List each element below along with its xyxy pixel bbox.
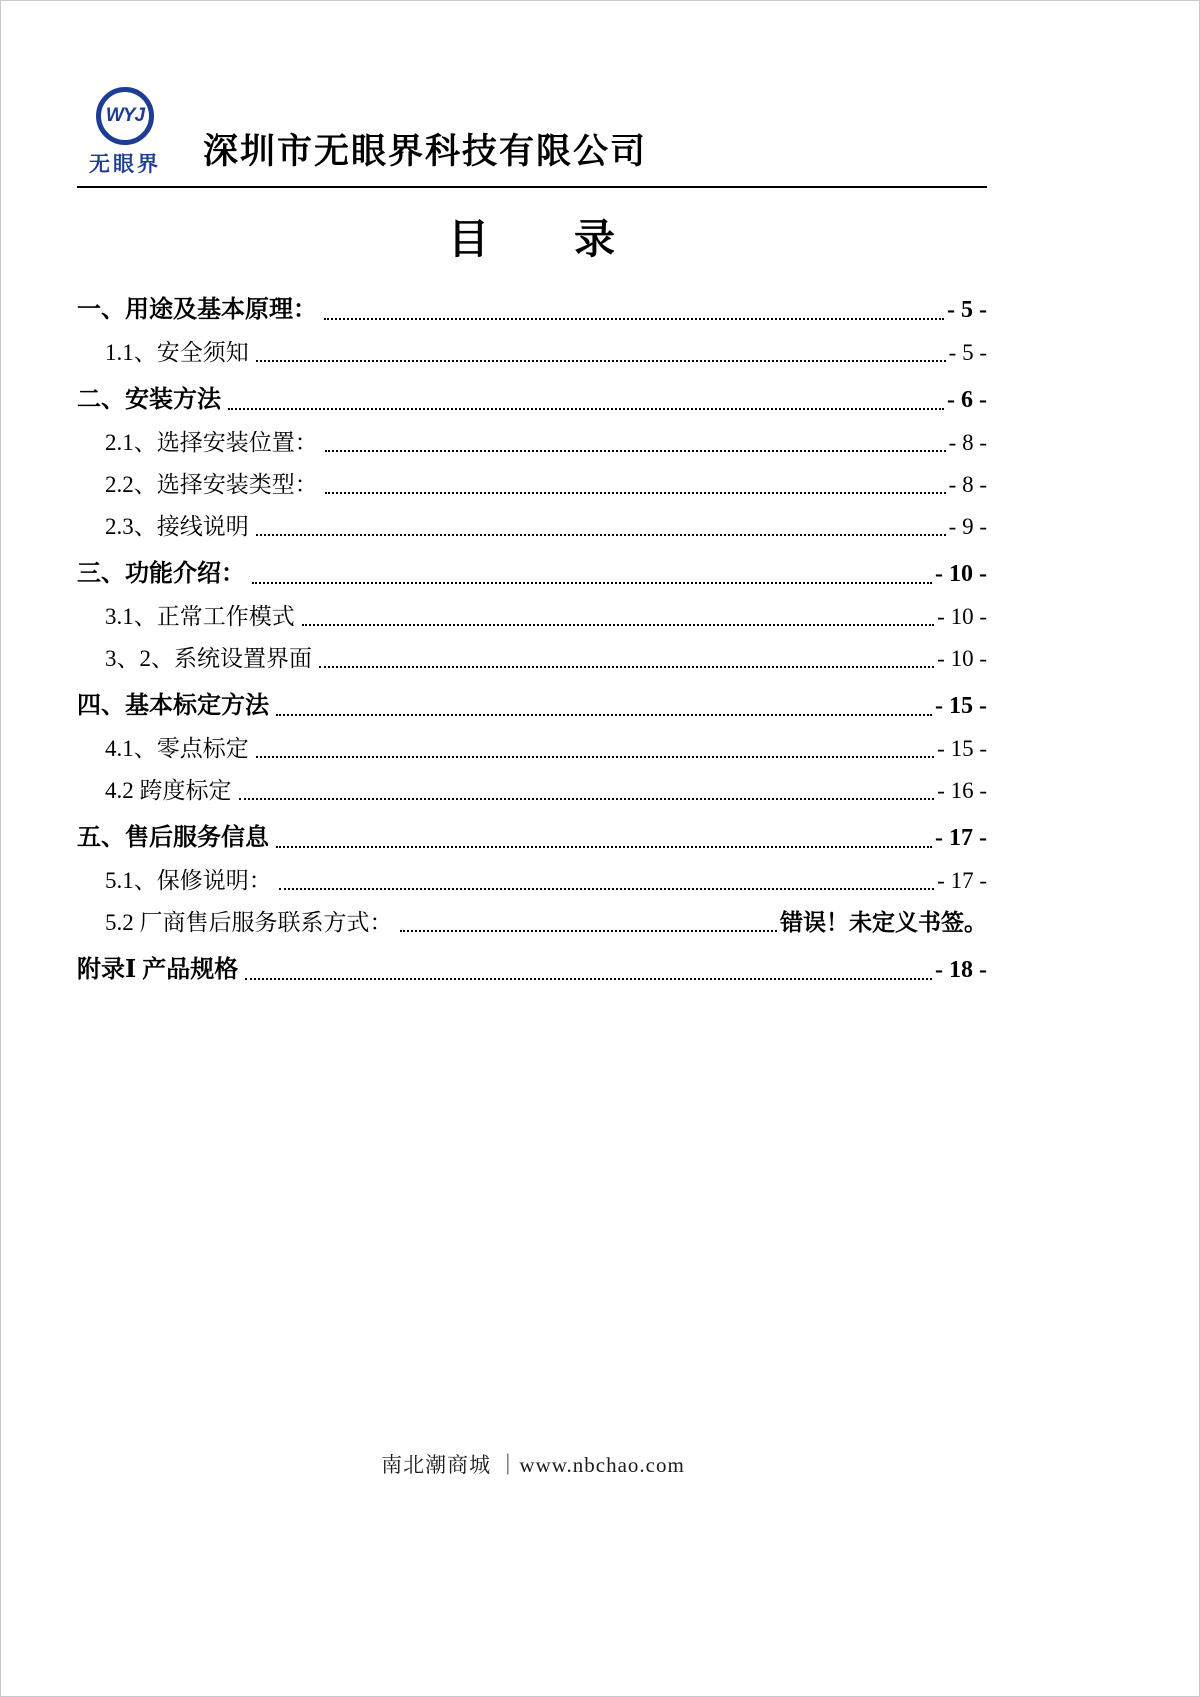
toc-entry[interactable] [77,823,987,854]
toc-dot-leader [279,888,934,890]
toc-entry-label: 2.1、选择安装位置： [105,430,318,456]
toc-entry-page: - 15 - [935,692,987,719]
logo-wordmark: 无眼界 [89,153,161,176]
footer-text: 南北潮商城 ｜www.nbchao.com [381,1453,685,1477]
toc-dot-leader [276,714,932,716]
toc-dot-leader [325,492,946,494]
toc-entry[interactable] [77,866,987,896]
toc-dot-leader [245,978,932,980]
toc-dot-leader [256,534,946,536]
company-name: 深圳市无眼界科技有限公司 [203,132,648,171]
page-footer [77,1449,989,1479]
toc-entry-label: 2.2、选择安装类型： [105,472,318,498]
toc-dot-leader [276,846,932,848]
toc-entry-label: 附录Ⅰ 产品规格 [77,956,239,983]
toc-entry-label: 5.2 厂商售后服务联系方式： [105,909,393,935]
logo-monogram-letters: WYJ [105,105,145,126]
toc-entry-label: 4.2 跨度标定 [105,777,232,803]
toc-entry-label: 五、售后服务信息 [77,824,269,851]
toc-entry[interactable] [77,295,987,326]
toc-dot-leader [252,582,932,584]
toc-entry-page: - 18 - [935,956,987,983]
toc-entry-page: - 17 - [935,824,987,851]
toc-entry-page: - 16 - [937,777,987,803]
toc-entry[interactable] [77,955,987,986]
toc-entry[interactable] [77,470,987,500]
toc-entry-label: 四、基本标定方法 [77,692,269,719]
toc-dot-leader [324,318,944,320]
toc-dot-leader [319,666,934,668]
toc-entry-label: 3、2、系统设置界面 [105,646,312,672]
toc-dot-leader [302,624,934,626]
toc-entry-label: 3.1、正常工作模式 [105,604,295,630]
company-logo [77,87,173,178]
toc-entry-page: - 10 - [937,646,987,672]
toc-entry-page: - 10 - [937,604,987,630]
toc-entry-page: - 8 - [948,472,987,498]
toc-entry-page: - 9 - [948,514,987,540]
toc-entry-label: 5.1、保修说明： [105,868,272,894]
toc-entry[interactable] [77,428,987,458]
logo-monogram-icon [96,87,154,145]
toc-dot-leader [400,930,778,932]
toc-entry[interactable] [77,559,987,590]
toc-entry-page: - 15 - [937,736,987,762]
toc-entry[interactable] [77,776,987,806]
toc-entry[interactable] [77,691,987,722]
toc-dot-leader [228,408,944,410]
toc-entry[interactable] [77,602,987,632]
toc-entry[interactable] [77,908,987,938]
toc-entry-label: 4.1、零点标定 [105,736,249,762]
toc-entry-label: 二、安装方法 [77,387,221,414]
toc-entry-label: 三、功能介绍： [77,560,245,587]
toc-entry-label: 一、用途及基本原理： [77,297,317,323]
toc-entry-page: - 10 - [935,560,987,587]
toc-entry-page: - 5 - [947,297,987,323]
toc-entry-page: - 8 - [948,430,987,456]
toc-dot-leader [325,450,946,452]
toc-entry-page: - 17 - [937,868,987,894]
toc-entry[interactable] [77,512,987,542]
toc-entry-page: - 5 - [948,340,987,366]
toc-entry[interactable] [77,338,987,368]
toc-list [77,295,987,986]
header-divider [77,186,987,188]
toc-entry-page: - 6 - [947,387,987,414]
toc-dot-leader [256,756,934,758]
toc-entry[interactable] [77,385,987,416]
toc-entry-page: 错误！未定义书签。 [780,909,987,935]
toc-entry[interactable] [77,644,987,674]
toc-entry[interactable] [77,734,987,764]
toc-title: 目 录 [448,216,616,262]
toc-entry-label: 1.1、安全须知 [105,340,249,366]
toc-dot-leader [256,360,946,362]
toc-dot-leader [239,798,935,800]
page-header [77,87,987,178]
toc-entry-label: 2.3、接线说明 [105,514,249,540]
